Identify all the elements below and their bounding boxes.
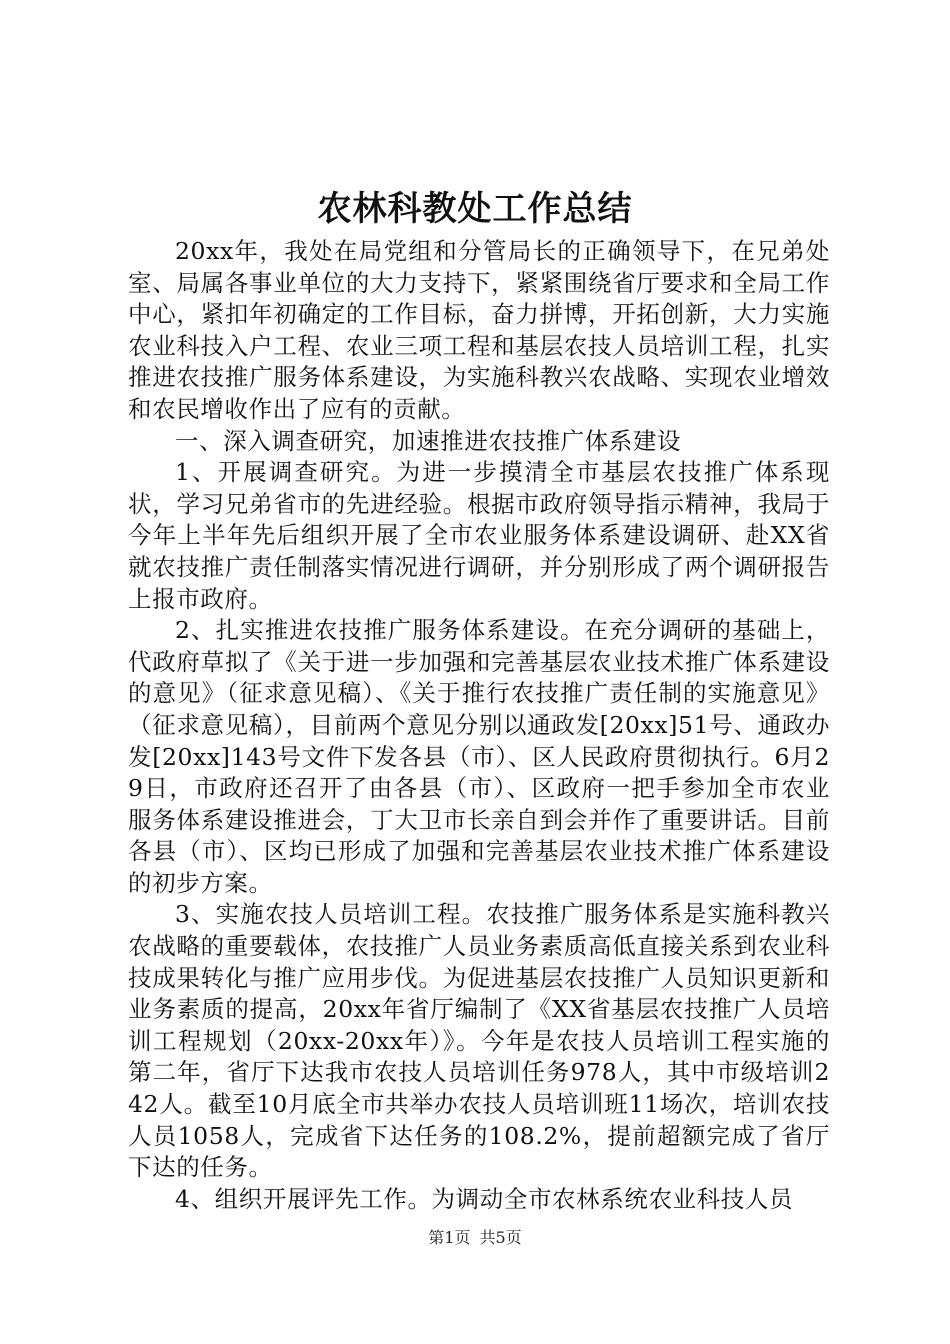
- paragraph-item-3: 3、实施农技人员培训工程。农技推广服务体系是实施科教兴农战略的重要载体，农技推广人员业务素质高低直接关系到农业科技成果转化与推广应用步伐。为促进基层农技推广人员知识更新和业务素质的提高，20xx年省厅编制了《XX省基层农技推广人员培训工程规划（20xx-20xx年）》。今年是农技人员培训工程实施的第二年，省厅下达我市农技人员培训任务978人，其中市级培训242人。截至10月底全市共举办农技人员培训班11场次，培训农技人员1058人，完成省下达任务的108.2%，提前超额完成了省厅下达的任务。: [128, 900, 830, 1182]
- document-body: [128, 236, 830, 1215]
- page-total: 共5页: [479, 1228, 522, 1247]
- paragraph-item-4: 4、组织开展评先工作。为调动全市农林系统农业科技人员: [175, 1184, 794, 1213]
- paragraph-intro: 20xx年，我处在局党组和分管局长的正确领导下，在兄弟处室、局属各事业单位的大力支持下，紧紧围绕省厅要求和全局工作中心，紧扣年初确定的工作目标，奋力拼博，开拓创新，大力实施农业科技入户工程、农业三项工程和基层农技人员培训工程，扎实推进农技推广服务体系建设，为实施科教兴农战略、实现农业增效和农民增收作出了应有的贡献。: [128, 237, 830, 423]
- page-number: 第1页: [428, 1228, 471, 1247]
- section-heading-1: 一、深入调查研究，加速推进农技推广体系建设: [175, 426, 682, 455]
- paragraph-item-2: 2、扎实推进农技推广服务体系建设。在充分调研的基础上，代政府草拟了《关于进一步加强和完善基层农业技术推广体系建设的意见》（征求意见稿）、《关于推行农技推广责任制的实施意见》（征求意见稿），目前两个意见分别以通政发[20xx]51号、通政办发[20xx]143号文件下发各县（市）、区人民政府贯彻执行。6月29日，市政府还召开了由各县（市）、区政府一把手参加全市农业服务体系建设推进会，丁大卫市长亲自到会并作了重要讲话。目前各县（市）、区均已形成了加强和完善基层农业技术推广体系建设的初步方案。: [128, 616, 830, 897]
- page-footer: [0, 1227, 950, 1249]
- paragraph-item-1: 1、开展调查研究。为进一步摸清全市基层农技推广体系现状，学习兄弟省市的先进经验。根据市政府领导指示精神，我局于今年上半年先后组织开展了全市农业服务体系建设调研、赴XX省就农技推广责任制落实情况进行调研，并分别形成了两个调研报告上报市政府。: [128, 458, 830, 613]
- document-title: 农林科教处工作总结: [317, 189, 633, 229]
